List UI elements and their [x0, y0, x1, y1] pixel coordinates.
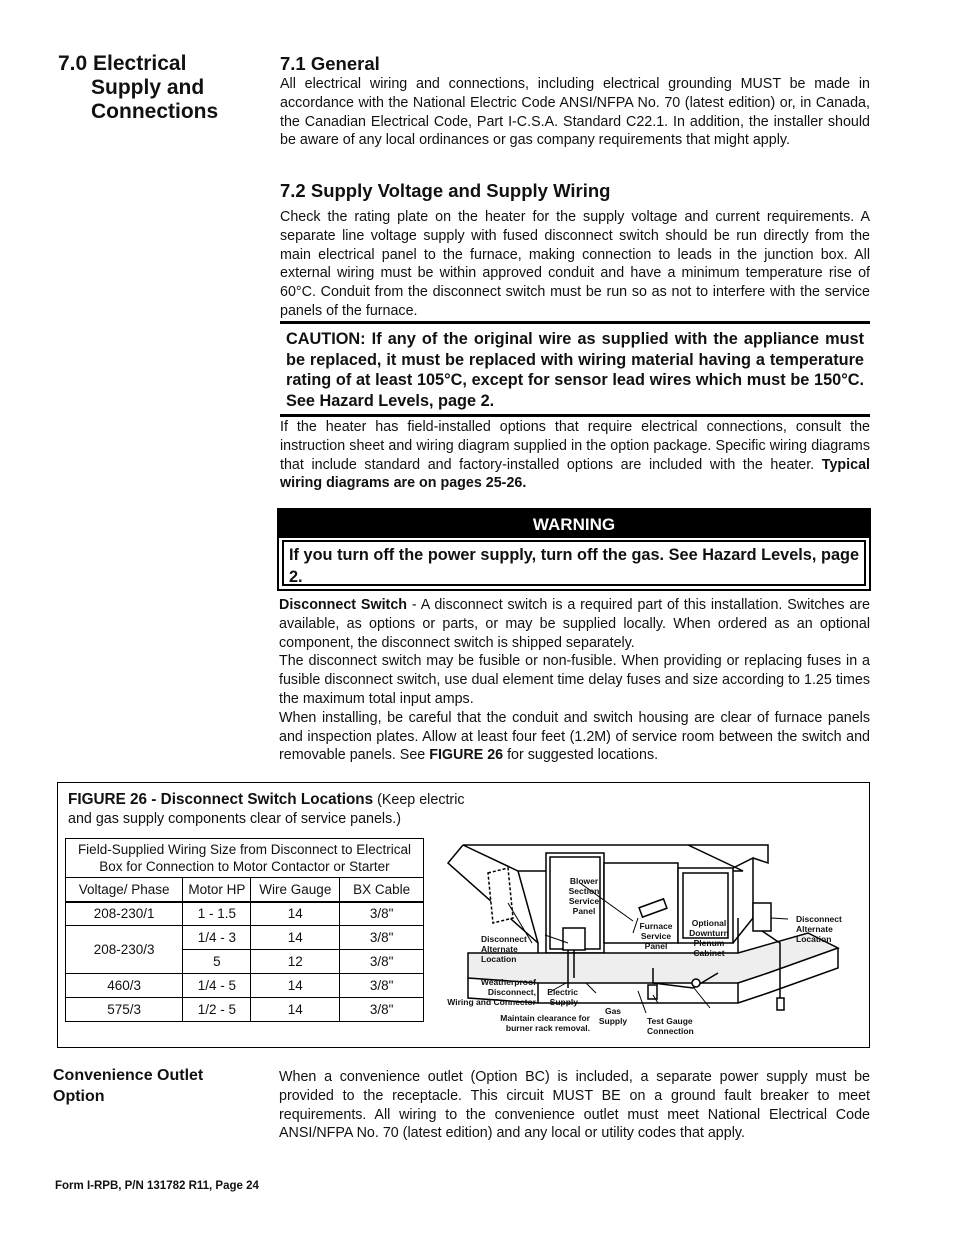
supply-heading: 7.2 Supply Voltage and Supply Wiring: [280, 180, 611, 201]
label-line: Wiring and Connector: [447, 997, 536, 1007]
label-electric-supply: [540, 987, 578, 1007]
label-line: Disconnect: [796, 914, 842, 924]
table-row: [66, 902, 424, 926]
options-text: If the heater has field-installed options that require electrical connections, consult the instruction sheet and wiring diagram supplied in the option package. Specific wiring diagrams that include standard and factory-installed options are included with the heater.: [280, 419, 870, 473]
label-disconnect-left: [481, 934, 527, 964]
label-line: Electric: [547, 987, 578, 997]
cell-gauge: 14: [251, 902, 340, 926]
table-title-line1: Field-Supplied Wiring Size from Disconnect to Electrical: [77, 842, 412, 857]
cell-bx: 3/8": [340, 926, 424, 950]
supply-text: Check the rating plate on the heater for the supply voltage and current requirements. A separate line voltage supply with fused disconnect switch should be run directly from the main electrical panel to the furnace, making connection to leads in the junction box. All external wiring must be within approved conduit and have a minimum temperature rise of 60°C. Conduit from the disconnect switch must be run so as not to interfere with the service panels of the furnace.: [280, 209, 870, 319]
label-line: Location: [796, 934, 832, 944]
cell-hp: 1/4 - 3: [183, 926, 251, 950]
label-line: Section: [568, 886, 600, 896]
label-line: Service: [568, 896, 600, 906]
label-downturn-cabinet: [686, 918, 732, 958]
table-row: [66, 998, 424, 1022]
label-line: Supply: [598, 1016, 628, 1026]
label-line: Blower: [569, 876, 599, 886]
label-line: Plenum: [693, 938, 725, 948]
outlet-heading-line1: Convenience Outlet: [53, 1067, 204, 1084]
table-header-row: [66, 878, 424, 902]
label-weatherproof-disconnect: [430, 977, 536, 1007]
cell-voltage: 460/3: [66, 974, 183, 998]
label-line: Furnace: [639, 921, 673, 931]
figure-title: FIGURE 26 - Disconnect Switch Locations: [68, 791, 374, 808]
cell-gauge: 14: [251, 974, 340, 998]
table-title-line2: Box for Connection to Motor Contactor or Starter: [99, 859, 390, 874]
label-line: Gas: [604, 1006, 622, 1016]
cell-gauge: 14: [251, 926, 340, 950]
label-line: Location: [481, 954, 517, 964]
label-line: Test Gauge: [647, 1016, 693, 1026]
disconnect-section: [279, 596, 870, 765]
cell-bx: 3/8": [340, 974, 424, 998]
section-title-line1: 7.0 Electrical: [58, 52, 187, 75]
label-line: Connection: [647, 1026, 694, 1036]
page-footer: Form I-RPB, P/N 131782 R11, Page 24: [55, 1180, 259, 1192]
disconnect-text-1: - A disconnect switch is a required part of this installation. Switches are available, as options or parts, or may be supplied locally. When ordered as an optional component, the disconnect switch is shipped separately.: [279, 597, 871, 651]
label-furnace-panel: [636, 921, 676, 951]
label-line: Weatherproof: [480, 977, 536, 987]
warning-text: If you turn off the power supply, turn off the gas. See Hazard Levels, page 2.: [282, 540, 866, 586]
general-text: All electrical wiring and connections, including electrical grounding MUST be made in accordance with the National Electric Code ANSI/NFPA No. 70 (latest edition) or, in Canada, the Canadian Electrical Code, Part I-C.S.A. Standard C22.1. In addition, the installer should be aware of any local ordinances or gas company requirements that might apply.: [280, 76, 870, 149]
figure-note-1: (Keep electric: [373, 792, 465, 808]
section-title-line3: Connections: [91, 100, 219, 123]
disconnect-paragraph-1: [279, 596, 870, 652]
header-wire-gauge: Wire Gauge: [251, 878, 340, 902]
label-test-gauge: [647, 1016, 694, 1036]
label-line: Downturn: [689, 928, 729, 938]
label-gas-supply: [596, 1006, 630, 1026]
cell-voltage: 208-230/3: [66, 926, 183, 974]
disconnect-label: Disconnect Switch: [279, 597, 408, 613]
outlet-heading: [53, 1065, 203, 1107]
cell-bx: 3/8": [340, 950, 424, 974]
outlet-heading-line2: Option: [53, 1088, 105, 1105]
caution-box: [280, 321, 870, 417]
table-row: [66, 926, 424, 950]
label-line: Alternate: [796, 924, 833, 934]
disconnect-text-3c: for suggested locations.: [503, 747, 659, 764]
label-disconnect-right: [796, 914, 842, 944]
label-line: Maintain clearance for: [500, 1013, 590, 1023]
table-row: [66, 974, 424, 998]
warning-title: WARNING: [279, 510, 869, 538]
header-motor-hp: Motor HP: [183, 878, 251, 902]
table-title: [66, 839, 424, 878]
options-paragraph: [280, 418, 870, 493]
cell-hp: 1/2 - 5: [183, 998, 251, 1022]
label-line: Supply: [549, 997, 578, 1007]
disconnect-paragraph-3: [279, 709, 870, 765]
cell-hp: 1/4 - 5: [183, 974, 251, 998]
figure-reference: FIGURE 26: [429, 747, 504, 764]
label-blower-panel: [564, 876, 604, 916]
outlet-text: When a convenience outlet (Option BC) is included, a separate power supply must be provided to the receptacle. This circuit MUST BE on a ground fault breaker to meet requirements. All wiring to the convenience outlet must meet National Electrical Code ANSI/NFPA No. 70 (latest edition) and any local or utility codes that apply.: [279, 1069, 870, 1142]
section-title: [58, 52, 218, 124]
cell-hp: 5: [183, 950, 251, 974]
options-text-bold: Typical wiring diagrams are on pages 25-26.: [280, 456, 870, 492]
label-line: Disconnect,: [487, 987, 536, 997]
cell-bx: 3/8": [340, 902, 424, 926]
cell-gauge: 12: [251, 950, 340, 974]
disconnect-text-3a: When installing, be careful that the conduit and switch housing are clear of furnace panels and inspection plates. Allow at least four feet (1.2M) of service room between the switch and removable panels. See: [279, 709, 870, 764]
cell-voltage: 575/3: [66, 998, 183, 1022]
label-line: Optional: [691, 918, 727, 928]
cell-voltage: 208-230/1: [66, 902, 183, 926]
label-line: Panel: [572, 906, 596, 916]
header-bx-cable: BX Cable: [340, 878, 424, 902]
label-line: Cabinet: [693, 948, 725, 958]
cell-gauge: 14: [251, 998, 340, 1022]
general-heading: 7.1 General: [280, 53, 380, 74]
cell-bx: 3/8": [340, 998, 424, 1022]
label-line: Disconnect: [481, 934, 527, 944]
figure-note-2: and gas supply components clear of service panels.): [68, 811, 401, 827]
label-line: Panel: [644, 941, 668, 951]
label-line: burner rack removal.: [505, 1023, 590, 1033]
wiring-size-table: [65, 838, 424, 1022]
disconnect-paragraph-2: The disconnect switch may be fusible or non-fusible. When providing or replacing fuses in a fusible disconnect switch, use dual element time delay fuses and size according to 1.25 times the maximum total input amps.: [279, 653, 870, 707]
figure-26-box: [57, 782, 870, 1048]
header-voltage: Voltage/ Phase: [66, 878, 183, 902]
label-line: Alternate: [481, 944, 518, 954]
section-title-line2: Supply and: [91, 76, 205, 99]
label-clearance: [476, 1013, 590, 1033]
warning-box: [277, 508, 871, 591]
caution-text: CAUTION: If any of the original wire as supplied with the appliance must be replaced, it must be replaced with wiring material having a temperature rating of at least 105°C, except for sensor lead wires which must be 150°C. See Hazard Levels, page 2.: [286, 330, 864, 410]
label-line: Service: [640, 931, 672, 941]
cell-hp: 1 - 1.5: [183, 902, 251, 926]
